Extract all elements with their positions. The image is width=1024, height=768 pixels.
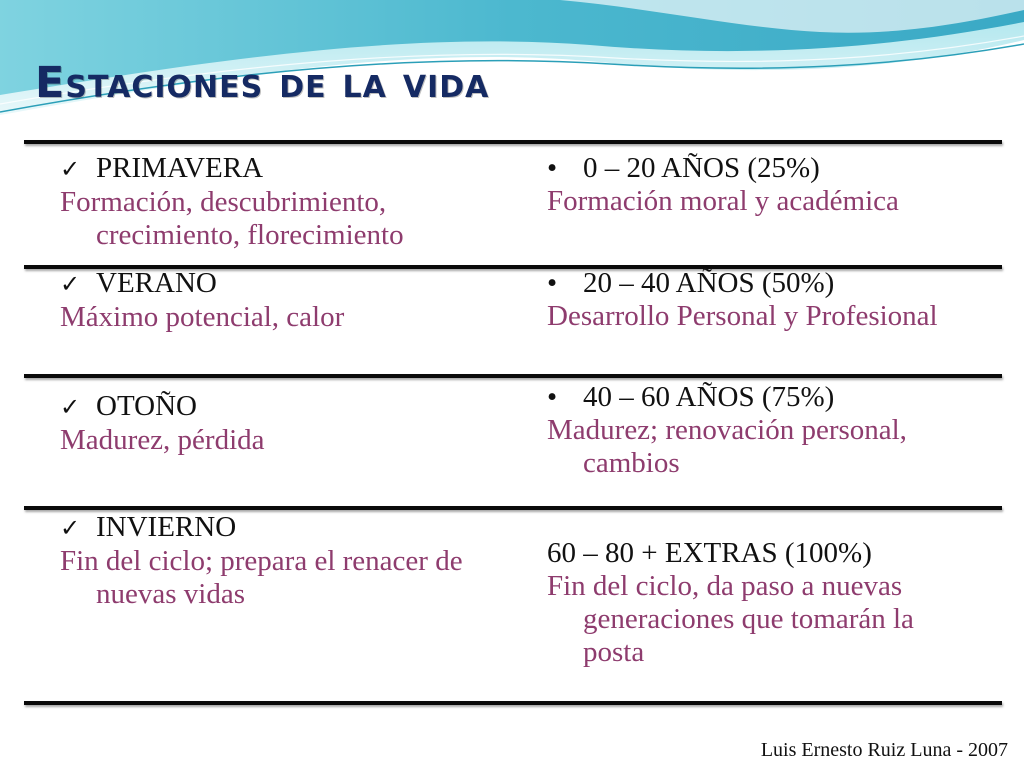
age-heading: 20 – 40 AÑOS (50%) xyxy=(583,267,835,299)
age-description: Madurez; renovación personal, cambios xyxy=(547,414,907,479)
season-cell-otono xyxy=(60,390,525,457)
age-description: Fin del ciclo, da paso a nuevas generaciones que tomarán la posta xyxy=(547,570,914,668)
checkmark-icon: ✓ xyxy=(60,514,81,542)
age-description: Desarrollo Personal y Profesional xyxy=(547,300,938,332)
bullet-marker: • xyxy=(547,381,558,413)
season-cell-primavera xyxy=(60,152,525,252)
age-heading: 0 – 20 AÑOS (25%) xyxy=(583,152,820,184)
bullet-marker: • xyxy=(547,152,558,184)
season-heading: INVIERNO xyxy=(96,511,237,543)
season-heading: OTOÑO xyxy=(96,390,197,422)
season-description: Madurez, pérdida xyxy=(60,424,265,456)
bullet-marker: • xyxy=(547,267,558,299)
author-footer: Luis Ernesto Ruiz Luna - 2007 xyxy=(760,739,1008,761)
age-heading: 60 – 80 + EXTRAS (100%) xyxy=(547,537,872,569)
season-description: Máximo potencial, calor xyxy=(60,301,345,333)
checkmark-icon: ✓ xyxy=(60,270,81,298)
table-rule-bottom xyxy=(24,701,1002,705)
age-cell-40-60 xyxy=(547,381,967,480)
age-heading: 40 – 60 AÑOS (75%) xyxy=(583,381,835,413)
table-rule-2 xyxy=(24,374,1002,378)
season-heading: PRIMAVERA xyxy=(96,152,264,184)
checkmark-icon: ✓ xyxy=(60,393,81,421)
age-cell-60-80 xyxy=(547,537,967,669)
table-rule-top xyxy=(24,140,1002,144)
age-cell-0-20 xyxy=(547,152,967,218)
season-cell-invierno xyxy=(60,511,525,611)
season-cell-verano xyxy=(60,267,525,334)
table-rule-3 xyxy=(24,506,1002,510)
slide-title: Estaciones de la vida xyxy=(35,58,490,108)
checkmark-icon: ✓ xyxy=(60,155,81,183)
age-cell-20-40 xyxy=(547,267,967,333)
season-heading: VERANO xyxy=(96,267,217,299)
season-description: Fin del ciclo; prepara el renacer de nuevas vidas xyxy=(60,545,463,610)
season-description: Formación, descubrimiento, crecimiento, florecimiento xyxy=(60,186,404,251)
age-description: Formación moral y académica xyxy=(547,185,899,217)
